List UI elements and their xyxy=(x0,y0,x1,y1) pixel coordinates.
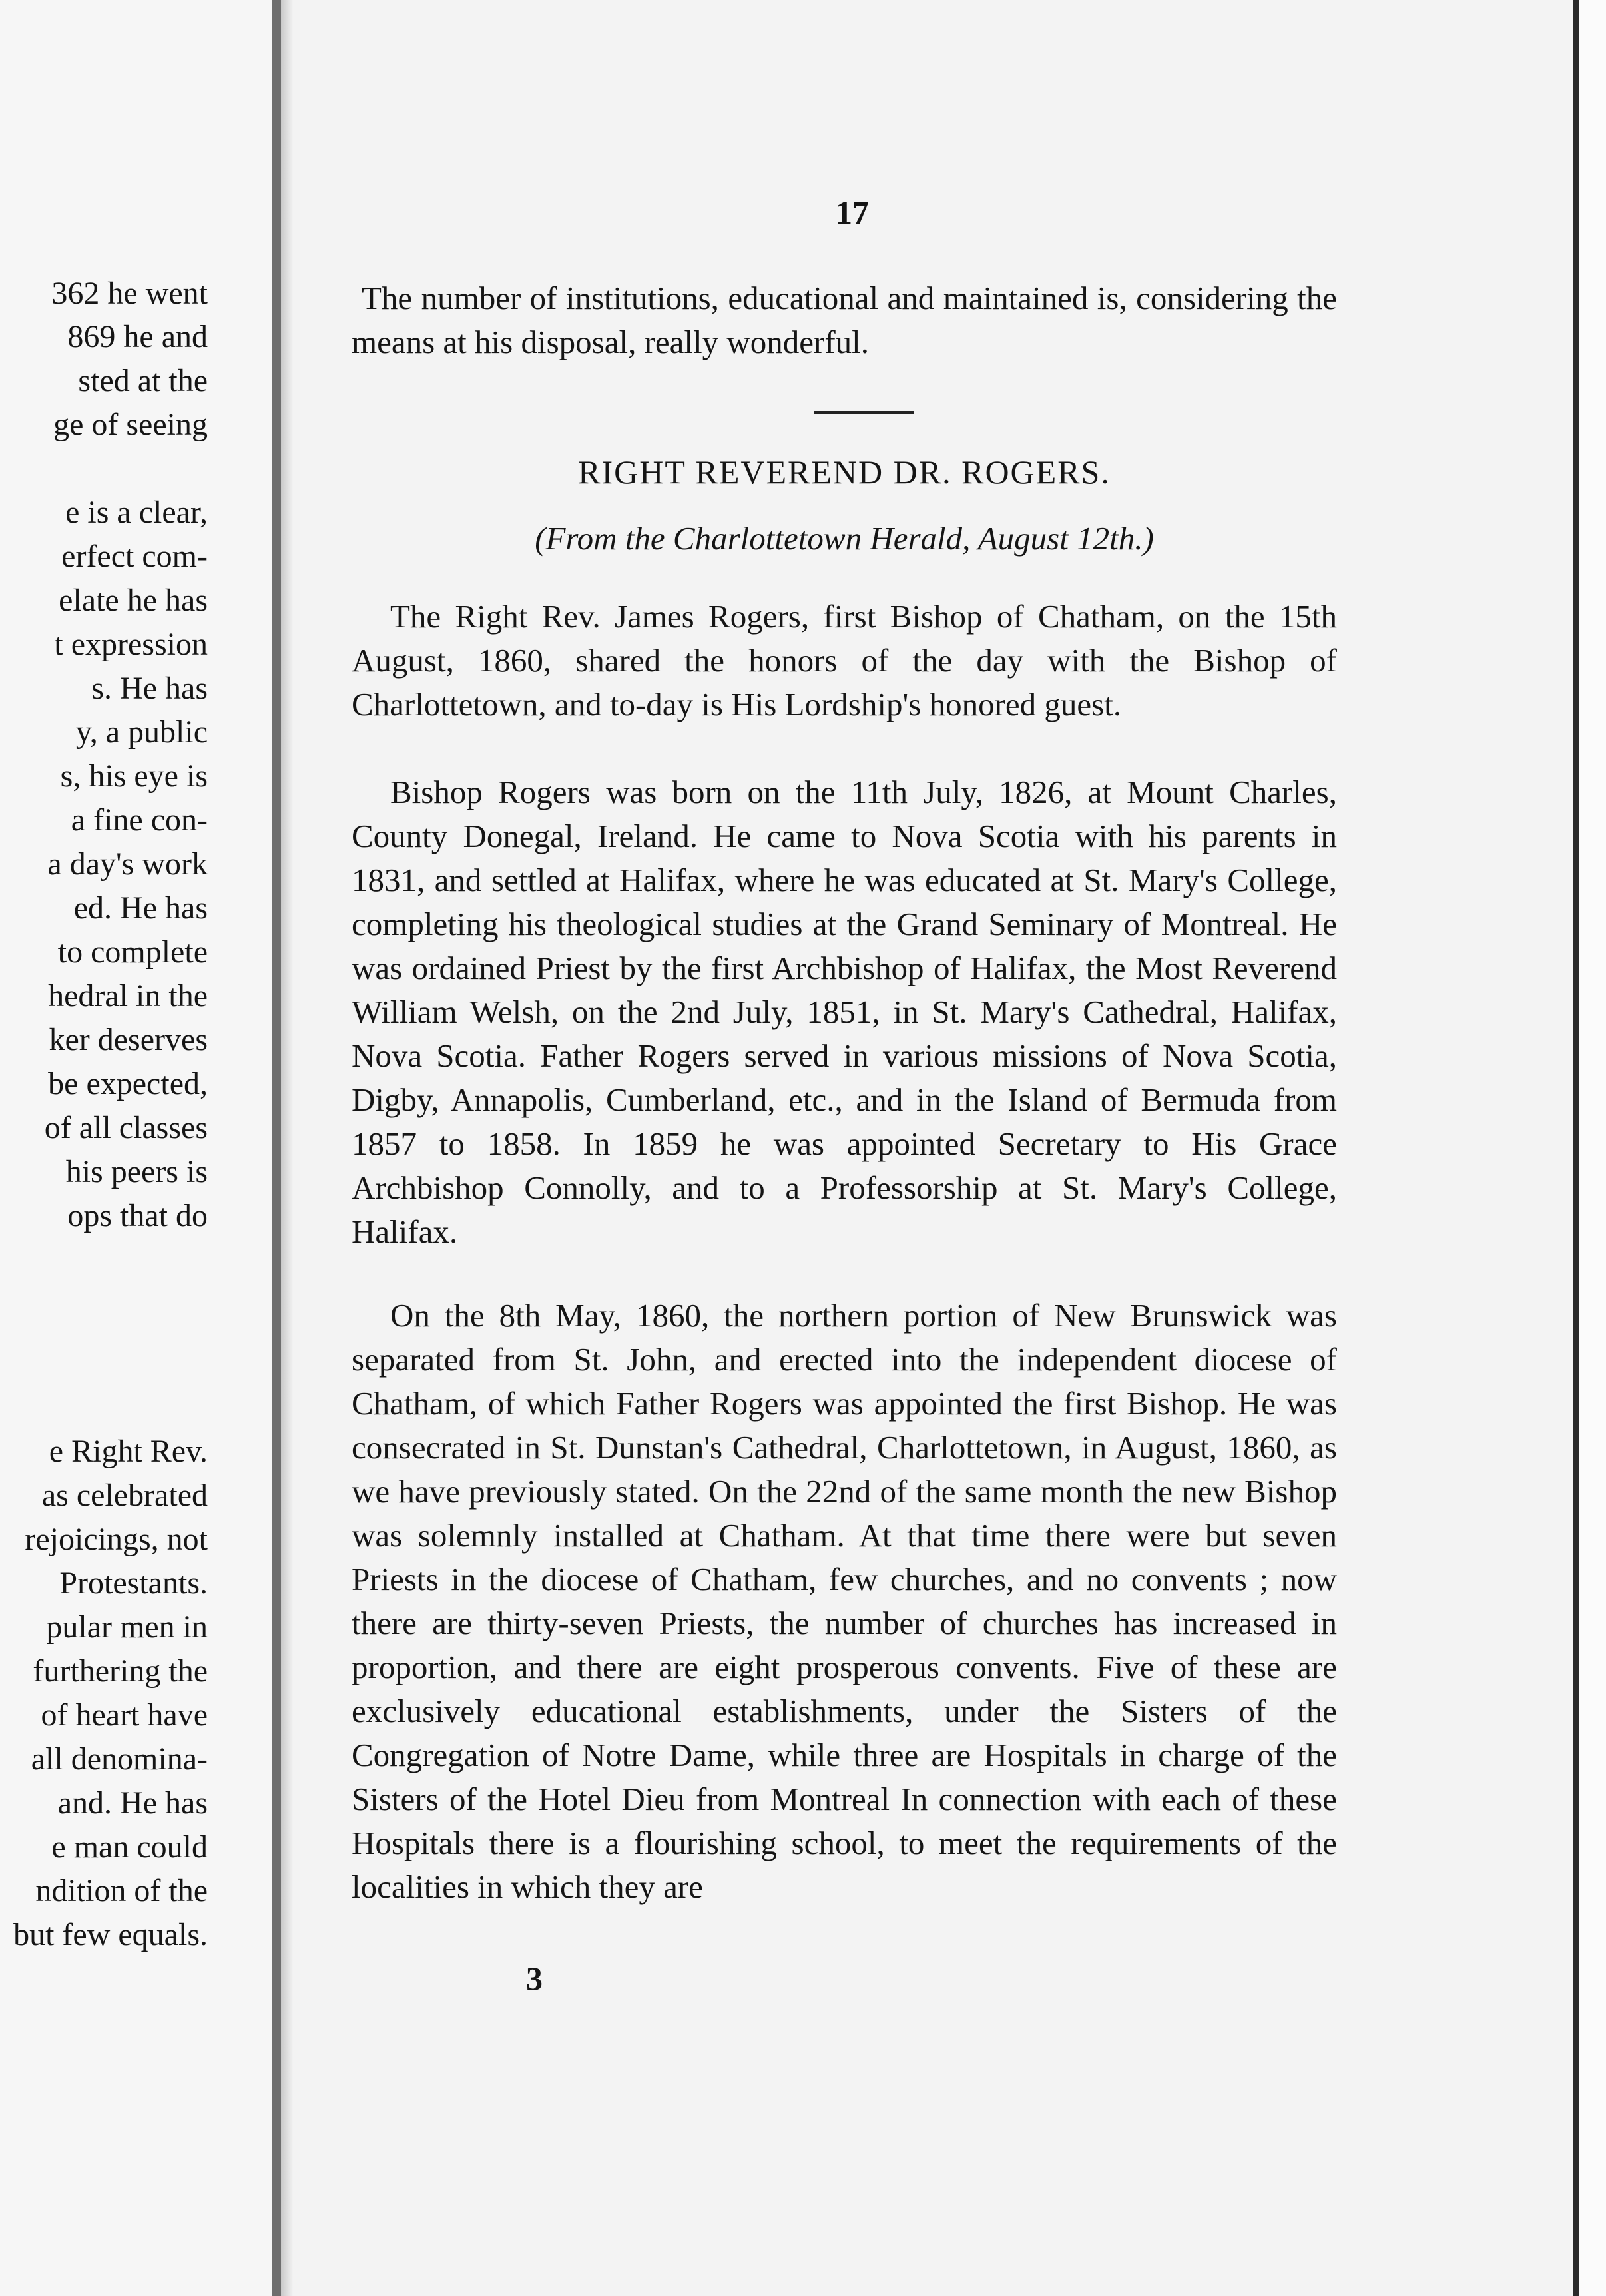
left-page-line: elate he has xyxy=(59,583,208,618)
left-page-line: to complete xyxy=(57,934,208,970)
left-page-line: e is a clear, xyxy=(65,495,208,530)
intro-paragraph: The number of institutions, educational and maintained is, considering the means at his disposal, really wonderful. xyxy=(352,280,1337,360)
gutter-shadow xyxy=(281,0,293,2296)
left-page-line: a fine con- xyxy=(71,802,208,838)
left-page-line: his peers is xyxy=(65,1154,208,1189)
left-facing-page xyxy=(0,0,272,2296)
left-page-line: s, his eye is xyxy=(60,758,208,794)
left-page-line: a day's work xyxy=(47,846,208,882)
left-page-line: t expression xyxy=(54,627,208,662)
left-page-line: e Right Rev. xyxy=(49,1434,208,1469)
left-page-line: as celebrated xyxy=(41,1478,208,1513)
signature-mark: 3 xyxy=(526,1960,543,1997)
left-page-line: pular men in xyxy=(46,1609,208,1645)
left-page-line: of all classes xyxy=(44,1110,208,1145)
left-page-line: 869 he and xyxy=(67,319,208,354)
left-page-line: Protestants. xyxy=(59,1566,208,1601)
page-edge xyxy=(1573,0,1579,2296)
left-page-line: ndition of the xyxy=(35,1873,208,1908)
left-page-line: hedral in the xyxy=(48,978,208,1013)
left-page-line: 362 he went xyxy=(51,276,208,311)
page-number: 17 xyxy=(836,194,869,231)
left-page-line: be expected, xyxy=(48,1066,208,1101)
left-page-line: but few equals. xyxy=(13,1917,208,1952)
left-page-line: ge of seeing xyxy=(53,407,208,442)
left-page-line: sted at the xyxy=(78,363,208,398)
left-page-line: erfect com- xyxy=(61,539,208,574)
left-page-line: ker deserves xyxy=(49,1022,208,1057)
left-page-line: furthering the xyxy=(33,1653,208,1689)
scan-margin xyxy=(1579,0,1606,2296)
book-gutter xyxy=(272,0,281,2296)
section-divider xyxy=(814,411,914,414)
left-page-line: ed. He has xyxy=(73,890,208,926)
left-page-line: rejoicings, not xyxy=(25,1522,208,1557)
left-page-line: of heart have xyxy=(41,1697,208,1733)
left-page-line: e man could xyxy=(51,1829,208,1865)
paragraph-1: The Right Rev. James Rogers, first Bishop of Chatham, on the 15th August, 1860, shared the honors of the day with the Bishop of Charlottetown, and to-day is His Lordship's honored guest. xyxy=(352,598,1337,722)
left-page-line: y, a public xyxy=(75,715,208,750)
left-page-line: ops that do xyxy=(67,1198,208,1233)
paragraph-3: On the 8th May, 1860, the northern portion of New Brunswick was separated from St. John, and erected into the independent diocese of Chatham, of which Father Rogers was appointed the first Bishop. He was consecrated in St. Dunstan's Cathedral, Charlottetown, in August, 1860, as we have previously stated. On the 22nd of the same month the new Bishop was solemnly installed at Chatham. At that time there were but seven Priests in the diocese of Chatham, few churches, and no convents ; now there are thirty-seven Priests, the number of churches has increased in proportion, and there are eight prosperous convents. Five of these are exclusively educational establishments, under the Sisters of the Congregation of Notre Dame, while three are Hospitals in charge of the Sisters of the Hotel Dieu from Montreal In connection with each of these Hospitals there is a flourishing school, to meet the requirements of the localities in which they are xyxy=(352,1297,1337,1905)
left-page-line: and. He has xyxy=(57,1785,208,1821)
left-page-line: all denomina- xyxy=(31,1741,208,1777)
article-heading: RIGHT REVEREND DR. ROGERS. xyxy=(578,453,1111,491)
left-page-line: s. He has xyxy=(91,671,208,706)
paragraph-2: Bishop Rogers was born on the 11th July, 1826, at Mount Charles, County Donegal, Ireland. He came to Nova Scotia with his parents in 1831, and settled at Halifax, where he was educated at St. Mary's College, completing his theological studies at the Grand Seminary of Montreal. He was ordained Priest by the first Archbishop of Halifax, the Most Reverend William Welsh, on the 2nd July, 1851, in St. Mary's Cathedral, Halifax, Nova Scotia. Father Rogers served in various missions of Nova Scotia, Digby, Annapolis, Cumberland, etc., and in the Island of Bermuda from 1857 to 1858. In 1859 he was appointed Secretary to His Grace Archbishop Connolly, and to a Professorship at St. Mary's College, Halifax. xyxy=(352,774,1337,1250)
article-source: (From the Charlottetown Herald, August 12th.) xyxy=(535,520,1154,557)
